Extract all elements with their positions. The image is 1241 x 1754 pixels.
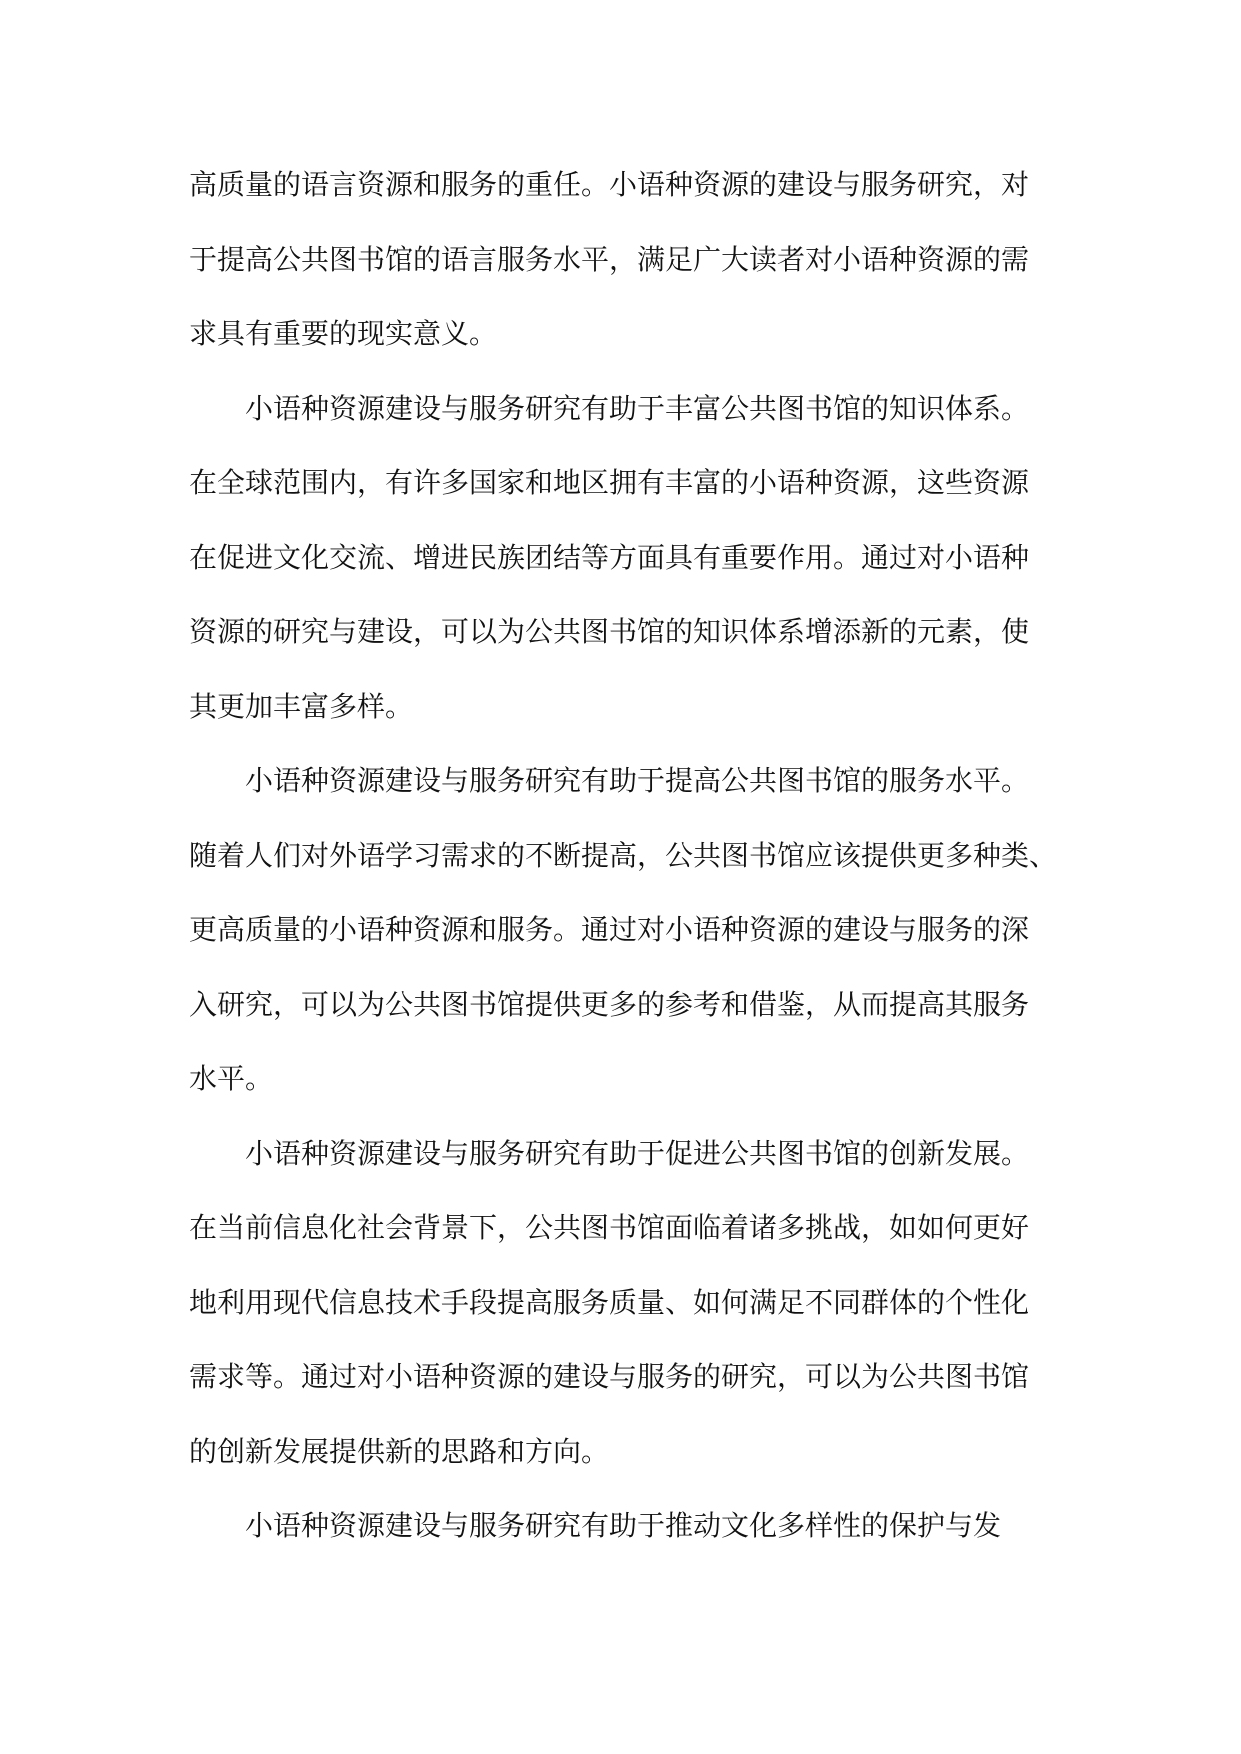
text-line: 地利用现代信息技术手段提高服务质量、如何满足不同群体的个性化: [189, 1285, 1030, 1319]
text-line: 求具有重要的现实意义。: [189, 317, 498, 350]
text-line: 的创新发展提供新的思路和方向。: [189, 1434, 610, 1468]
text-line: 高质量的语言资源和服务的重任。小语种资源的建设与服务研究，对: [189, 168, 1030, 201]
paragraph-first-line: 小语种资源建设与服务研究有助于促进公共图书馆的创新发展。: [245, 1136, 1030, 1170]
text-line: 需求等。通过对小语种资源的建设与服务的研究，可以为公共图书馆: [189, 1360, 1030, 1393]
body-text: [189, 148, 1059, 1564]
text-line: 在全球范围内，有许多国家和地区拥有丰富的小语种资源，这些资源: [189, 466, 1030, 499]
text-line: 更高质量的小语种资源和服务。通过对小语种资源的建设与服务的深: [189, 913, 1030, 946]
paragraph-first-line: 小语种资源建设与服务研究有助于提高公共图书馆的服务水平。: [245, 764, 1030, 797]
text-line: 水平。: [189, 1062, 274, 1095]
text-line: 资源的研究与建设，可以为公共图书馆的知识体系增添新的元素，使: [189, 615, 1030, 648]
text-line: 于提高公共图书馆的语言服务水平，满足广大读者对小语种资源的需: [189, 242, 1030, 276]
text-line: 在促进文化交流、增进民族团结等方面具有重要作用。通过对小语种: [189, 540, 1030, 574]
paragraph-first-line: 小语种资源建设与服务研究有助于丰富公共图书馆的知识体系。: [245, 391, 1030, 425]
paragraph-first-line: 小语种资源建设与服务研究有助于推动文化多样性的保护与发: [245, 1509, 1002, 1542]
text-line: 随着人们对外语学习需求的不断提高，公共图书馆应该提供更多种类、: [189, 838, 1058, 872]
text-line: 在当前信息化社会背景下，公共图书馆面临着诸多挑战，如如何更好: [189, 1211, 1030, 1244]
text-line: 入研究，可以为公共图书馆提供更多的参考和借鉴，从而提高其服务: [189, 987, 1030, 1021]
text-line: 其更加丰富多样。: [189, 689, 414, 723]
